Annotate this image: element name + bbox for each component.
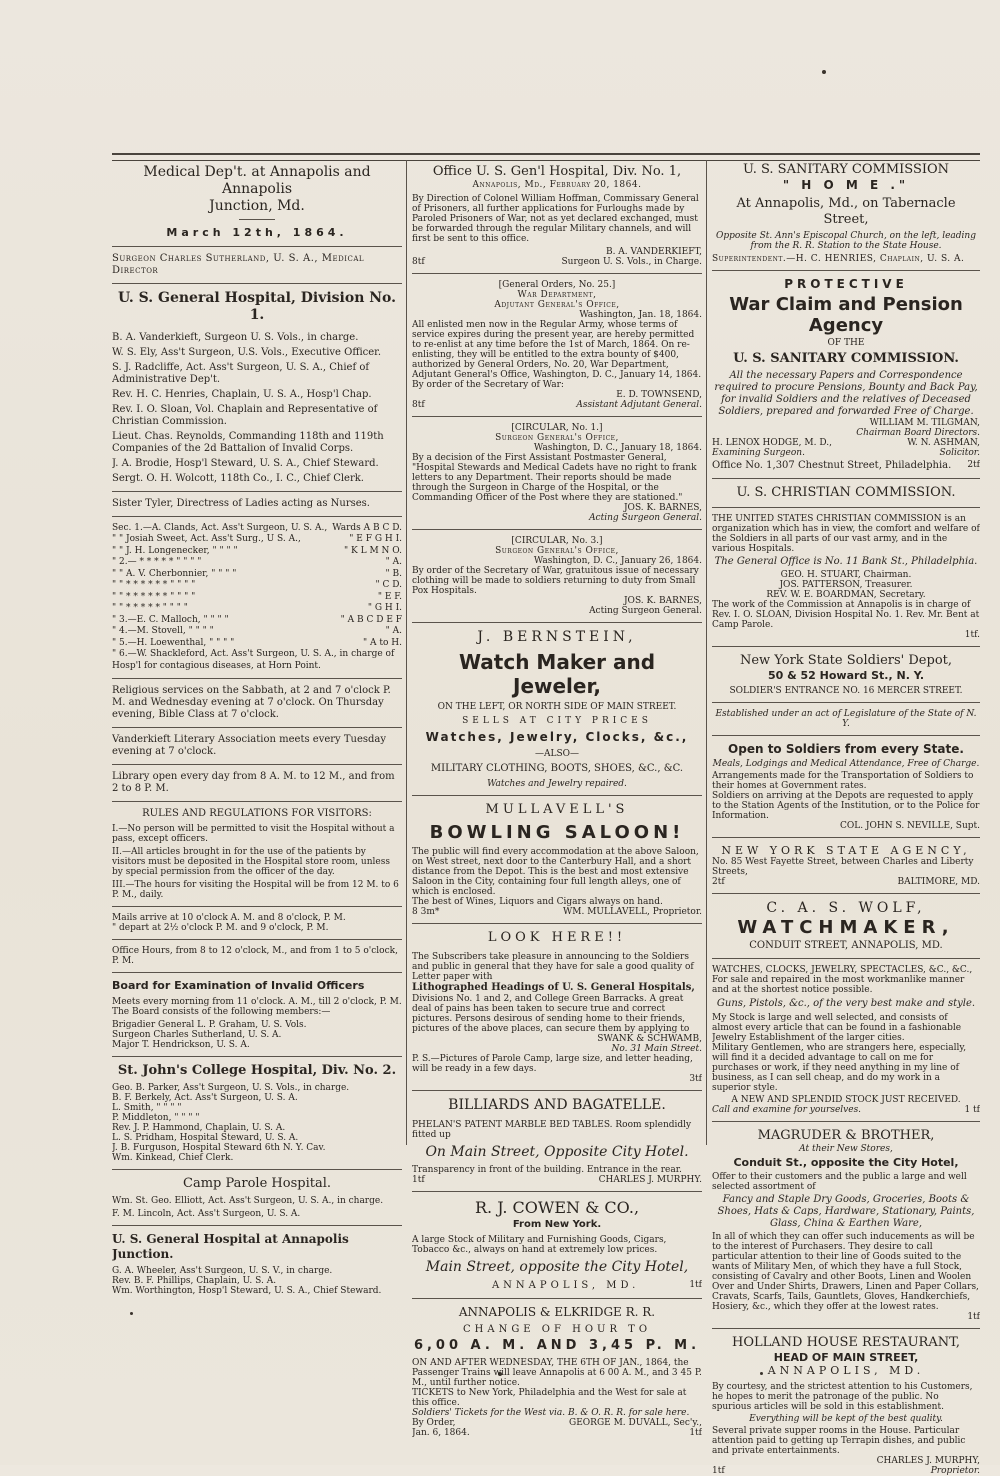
staff-line: Wm. Kinkead, Chief Clerk. bbox=[112, 1152, 234, 1163]
circular-date: Washington, D. C., January 26, 1864. bbox=[533, 556, 702, 566]
holland-house-title: HOLLAND HOUSE RESTAURANT, bbox=[732, 1334, 960, 1350]
signature-title: Assistant Adjutant General. bbox=[576, 400, 702, 410]
mails-depart: " depart at 2½ o'clock P. M. and 9 o'clock, P. M. bbox=[112, 923, 329, 933]
staff-line: W. S. Ely, Ass't Surgeon, U.S. Vols., Executive Officer. bbox=[112, 346, 382, 358]
board-member: Major T. Hendrickson, U. S. A. bbox=[112, 1039, 250, 1050]
column-divider bbox=[406, 160, 407, 1145]
rule-item: II.—All articles brought in for the use of the patients by visitors must be deposited in the Hospital store room, unless by special permission from the officer of the day. bbox=[112, 847, 390, 877]
dept-line: Adjutant General's Office, bbox=[494, 300, 620, 310]
circular-office: Surgeon General's Office, bbox=[495, 546, 619, 556]
signature: SWANK & SCHWAMB, bbox=[597, 1034, 702, 1044]
look-here-title: LOOK HERE!! bbox=[487, 930, 627, 945]
office-hours: Office Hours, from 8 to 12 o'clock, M., and from 1 to 5 o'clock, P. M. bbox=[112, 946, 398, 966]
ward-surgeon: " " A. V. Cherbonnier, " " " " bbox=[112, 568, 237, 579]
division-1-title: U. S. General Hospital, Division No. 1. bbox=[117, 289, 397, 323]
medical-dept-heading-2: Junction, Md. bbox=[209, 198, 305, 214]
ward-surgeon: " " * * * * * " " " " bbox=[112, 603, 188, 613]
signature-title: Examining Surgeon. bbox=[712, 448, 805, 458]
officer: JOS. PATTERSON, Treasurer. bbox=[779, 580, 913, 590]
holland-house-text-2: Several private supper rooms in the House. Particular attention paid to getting up Terrapin dishes, and public and private entertainments. bbox=[712, 1425, 966, 1456]
ad-code: 1tf bbox=[412, 1175, 425, 1185]
ad-code: 8 3m* bbox=[412, 907, 440, 917]
column-divider bbox=[706, 160, 707, 1145]
bowling-saloon-title: BOWLING SALOON! bbox=[429, 822, 685, 843]
staff-line: Rev. J. P. Hammond, Chaplain, U. S. A. bbox=[112, 1122, 286, 1133]
staff-line: L. S. Pridham, Hospital Steward, U. S. A. bbox=[112, 1132, 299, 1143]
cowen-name: R. J. COWEN & CO., bbox=[474, 1198, 640, 1217]
ny-depot-title: New York State Soldiers' Depot, bbox=[739, 653, 953, 668]
ad-code: 1tf bbox=[967, 1311, 980, 1322]
circular-office: Surgeon General's Office, bbox=[495, 433, 619, 443]
ad-code: 1tf bbox=[689, 1428, 702, 1438]
billiards-text: PHELAN'S PATENT MARBLE BED TABLES. Room splendidly fitted up bbox=[412, 1120, 692, 1140]
holland-house-best: Everything will be kept of the best quality. bbox=[749, 1413, 943, 1424]
office-dateline: Annapolis, Md., February 20, 1864. bbox=[472, 180, 642, 190]
sanitary-title: U. S. SANITARY COMMISSION bbox=[742, 162, 950, 177]
signature: CHARLES J. MURPHY. bbox=[598, 1175, 702, 1185]
christian-work: The work of the Commission at Annapolis is in charge of Rev. I. O. SLOAN, Division Hospital No. 1. Rev. Mr. Bent at Camp Parole. bbox=[712, 600, 980, 630]
signature: JOS. K. BARNES, bbox=[623, 503, 702, 513]
signature-title: Solicitor. bbox=[939, 448, 980, 458]
ward-letters: " C D. bbox=[375, 580, 402, 590]
mullavell-text: The public will find every accommodation at the above Saloon, on West street, next door to the Canterbury Hall, and a short distance from the Depot. This is the best and most extensive Saloon in the City, containing four full length alleys, one of which is enclosed. bbox=[412, 847, 699, 897]
ad-code: 2tf bbox=[712, 877, 725, 887]
wolf-guns: Guns, Pistols, &c., of the very best make and style. bbox=[716, 998, 976, 1009]
of-the: OF THE bbox=[827, 338, 865, 348]
staff-line: Sergt. O. H. Wolcott, 118th Co., I. C., Chief Clerk. bbox=[112, 472, 364, 484]
signature: WM. MULLAVELL, Proprietor. bbox=[563, 907, 702, 917]
bernstein-prices: SELLS AT CITY PRICES bbox=[462, 716, 652, 726]
circular-text: By order of the Secretary of War, gratuitous issue of necessary clothing will be made to soldiers returning to duty from Small Pox Hospitals. bbox=[412, 566, 699, 596]
railroad-text: ON AND AFTER WEDNESDAY, THE 6TH OF JAN., 1864, the Passenger Trains will leave Annapolis at 6 00 A. M., and 3 45 P. M., until further notice. bbox=[412, 1358, 702, 1388]
magruder-location: Conduit St., opposite the City Hotel, bbox=[733, 1156, 959, 1169]
watchmaker-title: WATCHMAKER, bbox=[737, 917, 955, 938]
division-1-staff bbox=[112, 332, 402, 485]
bernstein-goods: Watches, Jewelry, Clocks, &c., bbox=[425, 730, 689, 744]
ward-letters: " E F G H I. bbox=[349, 534, 402, 544]
staff-line: Wm. St. Geo. Elliott, Act. Ass't Surgeon, U. S. A., in charge. bbox=[112, 1195, 384, 1206]
holland-house-head: HEAD OF MAIN STREET, bbox=[773, 1350, 919, 1364]
wolf-name: C. A. S. WOLF, bbox=[766, 900, 926, 916]
ward-surgeon: " " * * * * * * " " " " bbox=[112, 580, 196, 590]
ward-surgeon: " 3.—E. C. Malloch, " " " " bbox=[112, 614, 229, 625]
ny-depot-established: Established under an act of Legislature of the State of N. Y. bbox=[715, 708, 977, 729]
orders-date: Washington, Jan. 18, 1864. bbox=[579, 310, 702, 320]
ad-code: 1tf bbox=[712, 1465, 725, 1476]
circular-1-heading: [CIRCULAR, No. 1.] bbox=[511, 423, 603, 433]
railroad-soldiers: Soldiers' Tickets for the West via. B. & O. R. R. for sale here. bbox=[412, 1408, 690, 1418]
signature-title: Acting Surgeon General. bbox=[589, 513, 702, 523]
wolf-location: CONDUIT STREET, ANNAPOLIS, MD. bbox=[749, 940, 943, 951]
division-2-title: St. John's College Hospital, Div. No. 2. bbox=[117, 1062, 397, 1078]
wolf-text-3: Military Gentlemen, who are strangers here, especially, will find it a decided advantage to call on me for purchases or work, if they need anything in my line of business, as I can sell cheap, and do my work in a superior style. bbox=[712, 1043, 967, 1093]
religious-services: Religious services on the Sabbath, at 2 and 7 o'clock P. M. and Wednesday evening at 7 o'clock. On Thursday evening, Bible Class at 7 o'clock. bbox=[112, 685, 391, 720]
board-text: Meets every morning from 11 o'clock. A. M., till 2 o'clock, P. M. The Board consists of the following members:— bbox=[112, 996, 402, 1017]
rules-title: RULES AND REGULATIONS FOR VISITORS: bbox=[142, 808, 372, 819]
staff-line: Lieut. Chas. Reynolds, Commanding 118th and 119th Companies of the 2d Battalion of Invalid Corps. bbox=[112, 430, 384, 454]
staff-line: Geo. B. Parker, Ass't Surgeon, U. S. Vols., in charge. bbox=[112, 1082, 350, 1093]
board-member: Brigadier General L. P. Graham, U. S. Vols. bbox=[112, 1019, 307, 1030]
ad-code: 2tf bbox=[967, 460, 980, 470]
look-here-text: The Subscribers take pleasure in announcing to the Soldiers and public in general that they have for sale a good quality of Letter paper with bbox=[412, 952, 694, 982]
office-notice: By Direction of Colonel William Hoffman, Commissary General of Prisoners, all further applications for Furloughs made by Paroled Prisoners of War, not as yet declared exchanged, must be forwarded through the regular Military channels, and will first be sent to this office. bbox=[412, 194, 699, 244]
library-hours: Library open every day from 8 A. M. to 12 M., and from 2 to 8 P. M. bbox=[112, 771, 395, 794]
billiards-title: BILLIARDS AND BAGATELLE. bbox=[448, 1097, 666, 1113]
railroad-date: Jan. 6, 1864. bbox=[412, 1428, 470, 1438]
staff-line: L. Smith, " " " " bbox=[112, 1102, 182, 1113]
signature: E. D. TOWNSEND, bbox=[616, 390, 702, 400]
officer: GEO. H. STUART, Chairman. bbox=[780, 570, 912, 580]
signature: W. N. ASHMAN, bbox=[907, 438, 980, 448]
circular-text: By a decision of the First Assistant Postmaster General, "Hospital Stewards and Medical Cadets have no right to frank letters to any Department. Their reports should be made through the Surgeon in Charge of the Hospital, or the Commanding Officer of the Post where they are stationed." bbox=[412, 453, 697, 503]
specks bbox=[822, 70, 826, 74]
specks bbox=[130, 1312, 133, 1315]
bernstein-location: ON THE LEFT, OR NORTH SIDE OF MAIN STREET. bbox=[437, 702, 677, 712]
bernstein-repair: Watches and Jewelry repaired. bbox=[487, 779, 627, 789]
staff-line: B. F. Berkely, Act. Ass't Surgeon, U. S. A. bbox=[112, 1092, 298, 1103]
home-directions: Opposite St. Ann's Episcopal Church, on the left, leading from the R. R. Station to the State House. bbox=[716, 231, 976, 251]
wards-table bbox=[112, 523, 402, 673]
railroad-hours: 6,00 A. M. AND 3,45 P. M. bbox=[413, 1338, 701, 1353]
circular-3-heading: [CIRCULAR, No. 3.] bbox=[511, 536, 603, 546]
magruder-goods: Fancy and Staple Dry Goods, Groceries, Boots & Shoes, Hats & Caps, Hardware, Stationary, Paints, Glass, China & Earthen Ware, bbox=[717, 1193, 975, 1229]
wolf-text: WATCHES, CLOCKS, JEWELRY, SPECTACLES, &C., &C., For sale and repaired in the most workmanlike manner and at the shortest notice possible. bbox=[712, 965, 973, 995]
circular-date: Washington, D. C., January 18, 1864. bbox=[533, 443, 702, 453]
junction-title: U. S. General Hospital at Annapolis Junction. bbox=[112, 1231, 349, 1261]
ny-depot-meals: Meals, Lodgings and Medical Attendance, Free of Charge. bbox=[712, 758, 980, 769]
bernstein-title: Watch Maker and Jeweler, bbox=[458, 650, 656, 698]
cowen-location: Main Street, opposite the City Hotel, bbox=[425, 1259, 689, 1275]
sanitary-commission-title: U. S. SANITARY COMMISSION. bbox=[733, 351, 959, 366]
protective-text: All the necessary Papers and Correspondence required to procure Pensions, Bounty and Back Pay, for invalid Soldiers and the relatives of Deceased Soldiers, prepared and forwarded Free of Charge. bbox=[714, 370, 978, 417]
signature-title: Surgeon U. S. Vols., in Charge. bbox=[561, 257, 702, 267]
wolf-new-stock: A NEW AND SPLENDID STOCK JUST RECEIVED. bbox=[731, 1095, 961, 1105]
protective-office: Office No. 1,307 Chestnut Street, Philadelphia. bbox=[712, 460, 952, 471]
ny-agency-address: No. 85 West Fayette Street, between Charles and Liberty Streets, bbox=[712, 857, 974, 877]
holland-house-city: ANNAPOLIS, MD. bbox=[767, 1364, 925, 1377]
protective-title: PROTECTIVE bbox=[784, 277, 908, 291]
staff-line: G. A. Wheeler, Ass't Surgeon, U. S. V., in charge. bbox=[112, 1265, 333, 1276]
ward-letters: " K L M N O. bbox=[344, 545, 402, 556]
dateline: March 12th, 1864. bbox=[166, 226, 348, 239]
ny-depot-text: Arrangements made for the Transportation of Soldiers to their homes at Government rates. bbox=[712, 770, 974, 791]
column-2 bbox=[412, 160, 702, 1438]
signature: GEORGE M. DUVALL, Sec'y., bbox=[569, 1418, 702, 1428]
ward-surgeon: " 5.—H. Loewenthal, " " " " bbox=[112, 637, 235, 648]
ward-letters: " A. bbox=[385, 626, 402, 636]
ward-letters: " B. bbox=[385, 568, 402, 579]
ny-depot-open: Open to Soldiers from every State. bbox=[728, 741, 964, 756]
christian-commission-title: U. S. CHRISTIAN COMMISSION. bbox=[736, 485, 956, 500]
holland-house-text: By courtesy, and the strictest attention to his Customers, he hopes to merit the patronage of the public. No spurious articles will be sold in this establishment. bbox=[712, 1381, 973, 1412]
ward-surgeon: " " J. H. Longenecker, " " " " bbox=[112, 545, 238, 556]
dept-line: War Department, bbox=[517, 290, 597, 300]
ward-letters: " E F. bbox=[377, 591, 402, 602]
look-here-ps: P. S.—Pictures of Parole Camp, large size, and letter heading, will be ready in a few days. bbox=[412, 1054, 693, 1074]
signature: WILLIAM M. TILGMAN, bbox=[869, 418, 980, 428]
signature-title: Proprietor. bbox=[930, 1465, 980, 1476]
ward-surgeon: " " Josiah Sweet, Act. Ass't Surg., U S. A., bbox=[112, 534, 301, 544]
ny-agency-city: BALTIMORE, MD. bbox=[897, 877, 980, 887]
look-here-text-2: Divisions No. 1 and 2, and College Green Barracks. A great deal of pains has been taken to secure true and correct pictures. Persons desirous of sending home to their friends, pictures of the above places, can secure them by applying to bbox=[412, 994, 690, 1034]
ny-agency-title: NEW YORK STATE AGENCY, bbox=[721, 843, 971, 857]
billiards-text-2: Transparency in front of the building. Entrance in the rear. bbox=[412, 1165, 682, 1175]
mails-arrive: Mails arrive at 10 o'clock A. M. and 8 o'clock, P. M. bbox=[112, 913, 346, 923]
ny-depot-text-2: Soldiers on arriving at the Depots are requested to apply to the Station Agents of the Institution, or to the Police for Information. bbox=[712, 790, 980, 821]
ad-code: 8tf bbox=[412, 257, 425, 267]
general-orders-heading: [General Orders, No. 25.] bbox=[498, 280, 616, 290]
magruder-name: MAGRUDER & BROTHER, bbox=[757, 1128, 935, 1143]
officer: REV. W. E. BOARDMAN, Secretary. bbox=[766, 590, 926, 600]
magruder-text: In all of which they can offer such inducements as will be to the interest of Purchasers. They desire to call particular attention to their line of Goods suited to the wants of Military Men, of which they have a full Stock, consisting of Cavalry and other Boots, Linen and Woolen Over and Under Shirts, Drawers, Linen and Paper Collars, Cravats, Scarfs, Tails, Gauntlets, Gloves, Handkerchiefs, Hosiery, &c., which they offer at the lowest rates. bbox=[712, 1231, 979, 1312]
ny-depot-entrance: SOLDIER'S ENTRANCE NO. 16 MERCER STREET. bbox=[729, 685, 963, 696]
staff-line: F. M. Lincoln, Act. Ass't Surgeon, U. S. A. bbox=[112, 1208, 301, 1219]
staff-line: Rev. B. F. Phillips, Chaplain, U. S. A. bbox=[112, 1275, 277, 1286]
staff-line: S. J. Radcliffe, Act. Ass't Surgeon, U. S. A., Chief of Administrative Dep't. bbox=[112, 361, 370, 385]
ward-surgeon: " " * * * * * * " " " " bbox=[112, 591, 196, 602]
ward-surgeon: Sec. 1.—A. Clands, Act. Ass't Surgeon, U. S. A., bbox=[112, 522, 328, 533]
look-here-bold: Lithographed Headings of U. S. General Hospitals, bbox=[412, 982, 695, 993]
wolf-text-2: My Stock is large and well selected, and consists of almost every article that can be found in a fashionable Jewelry Establishment of the larger cities. bbox=[712, 1013, 962, 1043]
magruder-at: At their New Stores, bbox=[799, 1144, 893, 1154]
cowen-from: From New York. bbox=[512, 1219, 602, 1230]
column-1 bbox=[112, 160, 402, 1296]
staff-line: P. Middleton, " " " " bbox=[112, 1112, 200, 1123]
staff-line: Rev. H. C. Henries, Chaplain, U. S. A., Hosp'l Chap. bbox=[112, 388, 372, 400]
home-title: " H O M E ." bbox=[782, 178, 910, 192]
christian-text: THE UNITED STATES CHRISTIAN COMMISSION is an organization which has in view, the comfort and welfare of the Soldiers in all parts of our vast army, and in the various Hospitals. bbox=[712, 514, 980, 554]
christian-office: The General Office is No. 11 Bank St., Philadelphia. bbox=[714, 556, 978, 567]
railroad-tickets: TICKETS to New York, Philadelphia and the West for sale at this office. bbox=[412, 1388, 687, 1408]
signature-title: Acting Surgeon General. bbox=[589, 606, 702, 616]
staff-line: Rev. I. O. Sloan, Vol. Chaplain and Representative of Christian Commission. bbox=[112, 403, 378, 427]
rule-item: I.—No person will be permitted to visit the Hospital without a pass, except officers. bbox=[112, 824, 395, 844]
ward-surgeon: " 2.— * * * * * " " " " bbox=[112, 557, 202, 567]
ward-letters: " G H I. bbox=[367, 603, 402, 613]
railroad-change: CHANGE OF HOUR TO bbox=[462, 1324, 652, 1335]
ad-code: 1tf bbox=[689, 1280, 702, 1290]
office-heading: Office U. S. Gen'l Hospital, Div. No. 1, bbox=[432, 164, 682, 179]
ad-code: 8tf bbox=[412, 400, 425, 410]
signature: H. LENOX HODGE, M. D., bbox=[712, 438, 832, 448]
bernstein-military: MILITARY CLOTHING, BOOTS, SHOES, &C., &C. bbox=[430, 763, 684, 774]
sister-tyler: Sister Tyler, Directress of Ladies acting as Nurses. bbox=[112, 497, 370, 509]
staff-line: B. A. Vanderkieft, Surgeon U. S. Vols., in charge. bbox=[112, 331, 359, 343]
signature-title: Chairman Board Directors. bbox=[856, 428, 980, 438]
ad-code: 1tf. bbox=[964, 630, 980, 640]
orders-by: By order of the Secretary of War: bbox=[412, 380, 564, 390]
column-3 bbox=[712, 160, 980, 1476]
billiards-location: On Main Street, Opposite City Hotel. bbox=[425, 1144, 689, 1160]
staff-line: J. B. Furguson, Hospital Steward 6th N. Y. Cav. bbox=[112, 1142, 326, 1153]
rule-item: III.—The hours for visiting the Hospital will be from 12 M. to 6 P. M., daily. bbox=[112, 880, 399, 900]
signature: COL. JOHN S. NEVILLE, Supt. bbox=[839, 820, 980, 831]
home-superintendent: Superintendent.—H. C. HENRIES, Chaplain, U. S. A. bbox=[712, 254, 965, 264]
ward-letters: Wards A B C D. bbox=[332, 522, 402, 533]
home-location: At Annapolis, Md., on Tabernacle Street, bbox=[736, 196, 956, 227]
signature: JOS. K. BARNES, bbox=[623, 596, 702, 606]
ward-surgeon: " 4.—M. Stovell, " " " " bbox=[112, 626, 214, 636]
signature-address: No. 31 Main Street. bbox=[611, 1044, 702, 1054]
mullavell-text-2: The best of Wines, Liquors and Cigars always on hand. bbox=[412, 897, 663, 907]
board-member: Surgeon Charles Sutherland, U. S. A. bbox=[112, 1029, 282, 1040]
mullavell-name: MULLAVELL'S bbox=[485, 802, 629, 817]
war-claim-title: War Claim and Pension Agency bbox=[729, 294, 963, 336]
camp-parole-title: Camp Parole Hospital. bbox=[183, 1175, 331, 1191]
signature: B. A. VANDERKIEFT, bbox=[605, 247, 702, 257]
medical-director: Surgeon Charles Sutherland, U. S. A., Medical Director bbox=[112, 252, 365, 276]
magruder-offer: Offer to their customers and the public a large and well selected assortment of bbox=[712, 1171, 967, 1192]
ny-depot-address: 50 & 52 Howard St., N. Y. bbox=[767, 669, 925, 682]
ad-code: 1 tf bbox=[964, 1105, 980, 1115]
signature: CHARLES J. MURPHY, bbox=[876, 1455, 980, 1466]
railroad-title: ANNAPOLIS & ELKRIDGE R. R. bbox=[458, 1305, 656, 1319]
ward-letters: " A to H. bbox=[363, 637, 402, 648]
bernstein-name: J. BERNSTEIN, bbox=[477, 629, 637, 645]
railroad-by: By Order, bbox=[412, 1418, 456, 1428]
medical-dept-heading: Medical Dep't. at Annapolis and Annapolis bbox=[143, 164, 371, 197]
ward-letters: " A. bbox=[385, 557, 402, 567]
staff-line: Wm. Worthington, Hosp'l Steward, U. S. A., Chief Steward. bbox=[112, 1285, 382, 1296]
ad-code: 3tf bbox=[689, 1074, 702, 1084]
literary-association: Vanderkieft Literary Association meets every Tuesday evening at 7 o'clock. bbox=[112, 734, 387, 757]
cowen-city: ANNAPOLIS, MD. bbox=[491, 1280, 640, 1291]
staff-line: J. A. Brodie, Hosp'l Steward, U. S. A., Chief Steward. bbox=[112, 457, 379, 469]
board-title: Board for Examination of Invalid Officers bbox=[112, 979, 365, 992]
orders-text: All enlisted men now in the Regular Army, whose terms of service expires during the present year, are hereby permitted to re-enlist at any time before the 1st of March, 1864. On re-enlisting, they will be entitled to the extra bounty of $400, authorized by General Orders, No. 20, War Department, Adjutant General's Office, Washington, D. C., January 14, 1864. bbox=[412, 320, 702, 380]
cowen-text: A large Stock of Military and Furnishing Goods, Cigars, Tobacco &c., always on hand at extremely low prices. bbox=[412, 1235, 667, 1255]
bernstein-also: —ALSO— bbox=[534, 749, 580, 759]
wolf-call: Call and examine for yourselves. bbox=[712, 1105, 862, 1115]
ward-surgeon: " 6.—W. Shackleford, Act. Ass't Surgeon, U. S. A., in charge of Hosp'l for contagious diseases, at Horn Point. bbox=[112, 649, 395, 671]
ward-letters: " A B C D E F bbox=[340, 614, 402, 625]
